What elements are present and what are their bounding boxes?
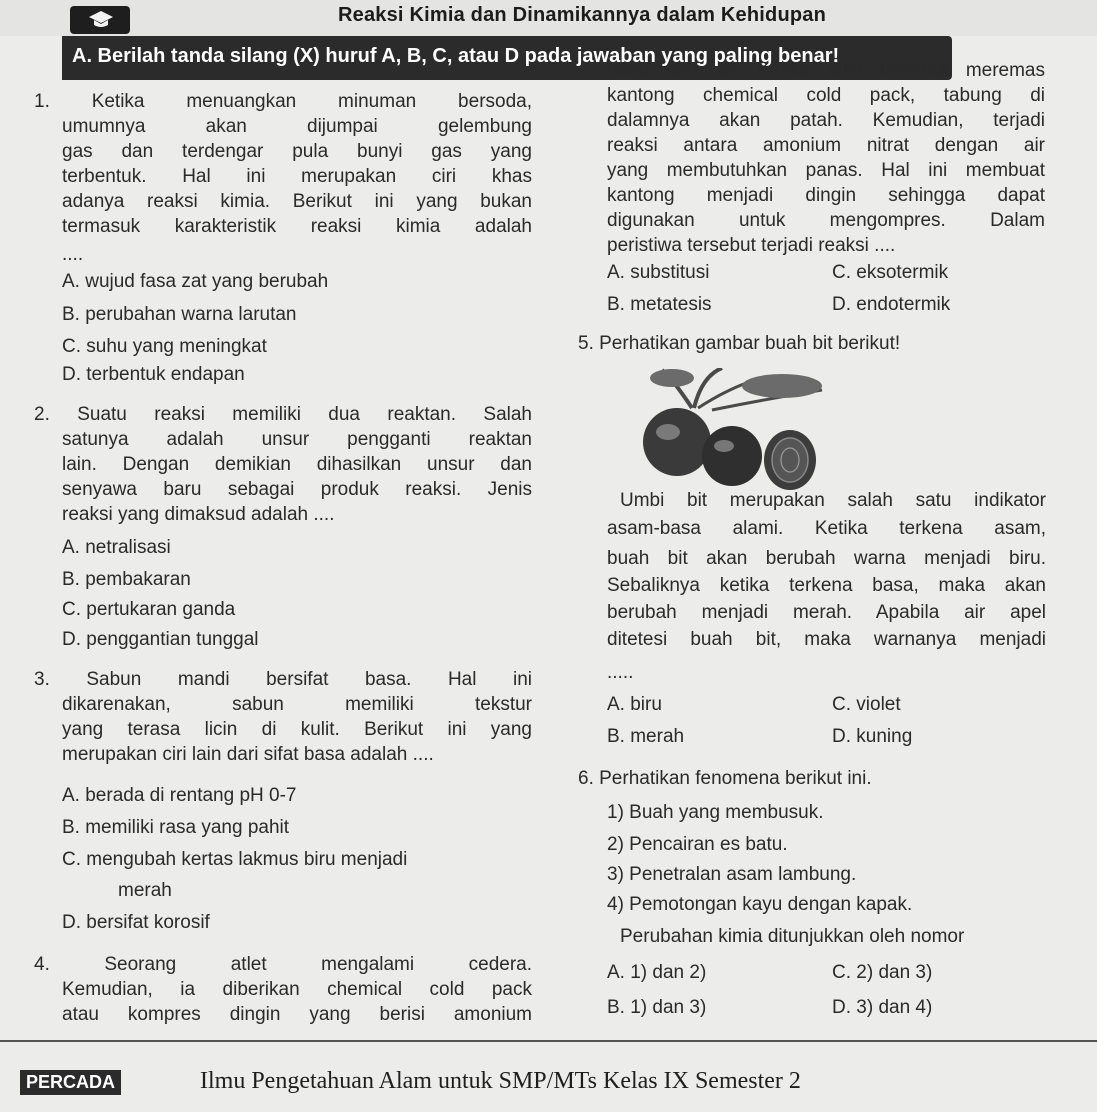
answer-option[interactable]: D. penggantian tunggal [62, 629, 259, 650]
question-5-line: ditetesi buah bit, maka warnanya menjadi [607, 629, 1046, 650]
question-2-line: satunya adalah unsur pengganti reaktan [62, 429, 532, 450]
book-title: Ilmu Pengetahuan Alam untuk SMP/MTs Kelas IX Semester 2 [200, 1068, 801, 1094]
answer-option[interactable]: D. kuning [832, 726, 913, 747]
list-item: 1) Buah yang membusuk. [607, 802, 824, 823]
question-4-line: kantong chemical cold pack, tabung di [607, 85, 1045, 106]
answer-option[interactable]: D. 3) dan 4) [832, 997, 933, 1018]
graduation-cap-icon [70, 6, 130, 34]
question-3-line: 3. Sabun mandi bersifat basa. Hal ini [34, 669, 532, 690]
question-4-line: nitrat dan air. Ketika atlet tersebut meremas [607, 60, 1045, 81]
answer-option[interactable]: A. 1) dan 2) [607, 962, 707, 983]
question-4-line: yang membutuhkan panas. Hal ini membuat [607, 160, 1045, 181]
question-4-line: digunakan untuk mengompres. Dalam [607, 210, 1045, 231]
question-1-line: termasuk karakteristik reaksi kimia adalah [62, 216, 532, 237]
answer-option[interactable]: A. substitusi [607, 262, 710, 283]
answer-option[interactable]: D. endotermik [832, 294, 951, 315]
list-item: 2) Pencairan es batu. [607, 834, 788, 855]
chapter-header [0, 0, 1097, 36]
answer-option[interactable]: B. merah [607, 726, 685, 747]
answer-option[interactable]: B. 1) dan 3) [607, 997, 707, 1018]
answer-option[interactable]: B. metatesis [607, 294, 712, 315]
question-1-line: 1. Ketika menuangkan minuman bersoda, [34, 91, 532, 112]
question-5-line: Umbi bit merupakan salah satu indikator [620, 490, 1046, 511]
question-4-line: dalamnya akan patah. Kemudian, terjadi [607, 110, 1045, 131]
question-4-line: 4. Seorang atlet mengalami cedera. [34, 954, 532, 975]
question-6-stem: 6. Perhatikan fenomena berikut ini. [578, 768, 872, 789]
question-4-line: Kemudian, ia diberikan chemical cold pack [62, 979, 532, 1000]
question-5-line: buah bit akan berubah warna menjadi biru. [607, 548, 1046, 569]
answer-option[interactable]: A. wujud fasa zat yang berubah [62, 271, 329, 292]
question-2-line: senyawa baru sebagai produk reaksi. Jenis [62, 479, 532, 500]
question-4-line: reaksi antara amonium nitrat dengan air [607, 135, 1045, 156]
question-1-line: umumnya akan dijumpai gelembung [62, 116, 532, 137]
chapter-title: Reaksi Kimia dan Dinamikannya dalam Kehidupan [338, 4, 827, 26]
answer-option[interactable]: C. violet [832, 694, 901, 715]
answer-option[interactable]: C. eksotermik [832, 262, 949, 283]
question-5-line: berubah menjadi merah. Apabila air apel [607, 602, 1046, 623]
answer-option[interactable]: C. mengubah kertas lakmus biru menjadi [62, 849, 408, 870]
question-3-line: yang terasa licin di kulit. Berikut ini yang [62, 719, 532, 740]
answer-option[interactable]: C. pertukaran ganda [62, 599, 236, 620]
question-1-line: .... [62, 244, 84, 265]
question-1-line: terbentuk. Hal ini merupakan ciri khas [62, 166, 532, 187]
publisher-badge: PERCADA [20, 1070, 121, 1095]
answer-option[interactable]: B. pembakaran [62, 569, 191, 590]
answer-option[interactable]: C. suhu yang meningkat [62, 336, 267, 357]
question-3-line: merupakan ciri lain dari sifat basa adalah .... [62, 744, 434, 765]
answer-option[interactable]: D. bersifat korosif [62, 912, 210, 933]
question-4-line: peristiwa tersebut terjadi reaksi .... [607, 235, 896, 256]
answer-option[interactable]: C. 2) dan 3) [832, 962, 933, 983]
question-4-line: atau kompres dingin yang berisi amonium [62, 1004, 532, 1025]
answer-option[interactable]: A. berada di rentang pH 0-7 [62, 785, 297, 806]
answer-option[interactable]: D. terbentuk endapan [62, 364, 245, 385]
question-1-line: adanya reaksi kimia. Berikut ini yang bukan [62, 191, 532, 212]
question-5-line: asam-basa alami. Ketika terkena asam, [607, 518, 1046, 539]
question-4-line: kantong menjadi dingin sehingga dapat [607, 185, 1045, 206]
question-2-line: 2. Suatu reaksi memiliki dua reaktan. Salah [34, 404, 532, 425]
question-2-line: reaksi yang dimaksud adalah .... [62, 504, 335, 525]
question-5-line: Sebaliknya ketika terkena basa, maka akan [607, 575, 1046, 596]
list-item: 4) Pemotongan kayu dengan kapak. [607, 894, 913, 915]
answer-option[interactable]: B. perubahan warna larutan [62, 304, 297, 325]
question-1-line: gas dan terdengar pula bunyi gas yang [62, 141, 532, 162]
answer-option[interactable]: A. biru [607, 694, 662, 715]
footer-divider [0, 1040, 1097, 1042]
question-2-line: lain. Dengan demikian dihasilkan unsur dan [62, 454, 532, 475]
answer-option-continuation: merah [118, 880, 172, 901]
beetroot-image [632, 368, 842, 498]
list-item: 3) Penetralan asam lambung. [607, 864, 857, 885]
question-5-line: ..... [607, 662, 634, 683]
question-3-line: dikarenakan, sabun memiliki tekstur [62, 694, 532, 715]
answer-option[interactable]: A. netralisasi [62, 537, 171, 558]
question-6-prompt: Perubahan kimia ditunjukkan oleh nomor [620, 926, 965, 947]
answer-option[interactable]: B. memiliki rasa yang pahit [62, 817, 290, 838]
question-5-stem: 5. Perhatikan gambar buah bit berikut! [578, 333, 901, 354]
instruction-text: A. Berilah tanda silang (X) huruf A, B, C, atau D pada jawaban yang paling benar! [72, 45, 840, 67]
